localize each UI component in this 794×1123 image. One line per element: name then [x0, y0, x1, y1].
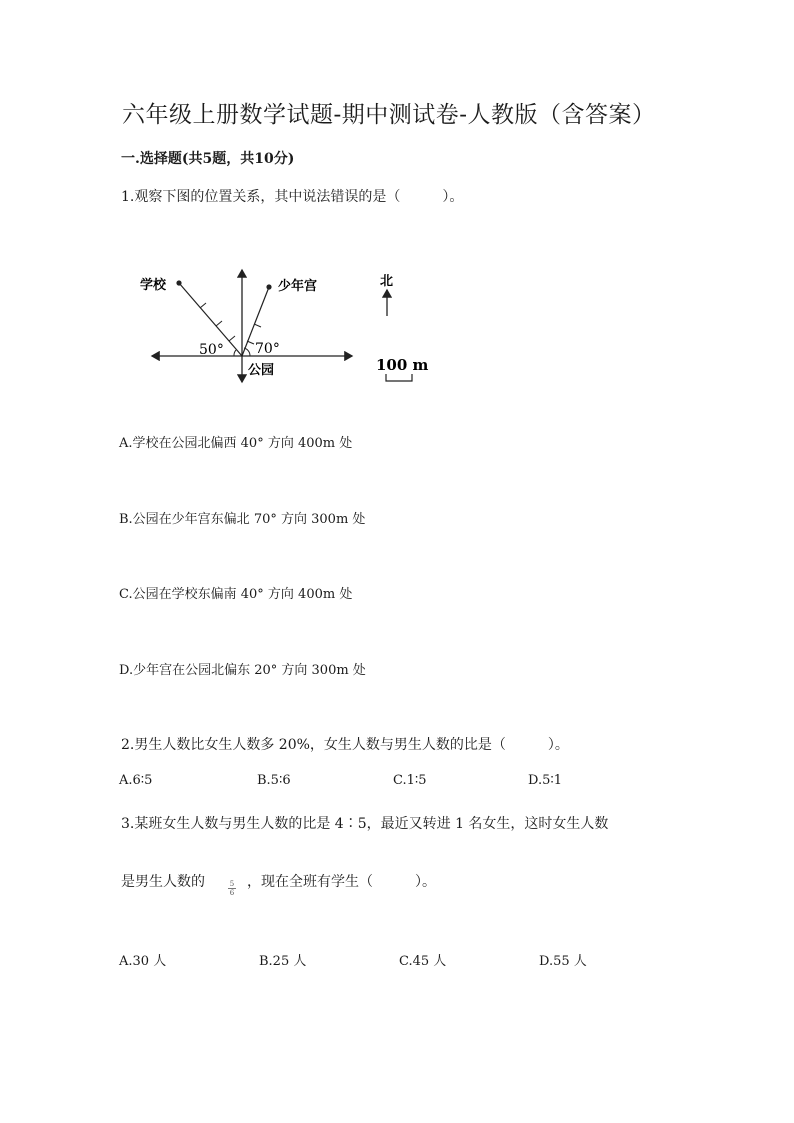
q2-option-b[interactable]: B.5∶6: [257, 773, 291, 788]
q2-option-d[interactable]: D.5∶1: [528, 773, 563, 788]
q2-option-a[interactable]: A.6∶5: [119, 773, 153, 788]
q1-option-a[interactable]: A.学校在公园北偏西 40° 方向 400m 处: [119, 436, 353, 451]
position-diagram: [130, 262, 440, 387]
fraction-numerator: 5: [229, 880, 235, 888]
question-2-text: 2.男生人数比女生人数多 20%，女生人数与男生人数的比是（ ）。: [121, 737, 569, 753]
q1-option-c[interactable]: C.公园在学校东偏南 40° 方向 400m 处: [119, 587, 353, 602]
angle-left-label: 50°: [199, 342, 224, 358]
q3-option-d[interactable]: D.55 人: [539, 954, 587, 969]
fraction-five-sixths: [227, 880, 237, 897]
palace-point: [266, 284, 271, 289]
question-3-line-2-start: 是男生人数的: [121, 874, 205, 890]
school-label: 学校: [140, 278, 167, 293]
q1-option-d[interactable]: D.少年宫在公园北偏东 20° 方向 300m 处: [119, 663, 366, 678]
question-3-line-1: 3.某班女生人数与男生人数的比是 4∶5，最近又转进 1 名女生，这时女生人数: [121, 816, 609, 832]
school-point: [176, 280, 181, 285]
section-heading: 一.选择题(共5题，共10分): [121, 151, 295, 167]
north-label: 北: [380, 274, 394, 289]
angle-right-label: 70°: [255, 341, 280, 357]
page-title: 六年级上册数学试题-期中测试卷-人教版（含答案）: [122, 102, 656, 128]
palace-label: 少年宫: [278, 279, 318, 294]
fraction-denominator: 6: [229, 889, 235, 897]
scale-label: 100 m: [376, 356, 429, 374]
q3-option-a[interactable]: A.30 人: [119, 954, 167, 969]
scale-bar: [386, 374, 412, 381]
q3-option-c[interactable]: C.45 人: [399, 954, 447, 969]
question-1-text: 1.观察下图的位置关系，其中说法错误的是（ ）。: [121, 189, 464, 205]
question-3-line-2-end: ，现在全班有学生（ ）。: [247, 874, 436, 890]
q3-option-b[interactable]: B.25 人: [259, 954, 307, 969]
q1-option-b[interactable]: B.公园在少年宫东偏北 70° 方向 300m 处: [119, 512, 366, 527]
q2-option-c[interactable]: C.1∶5: [393, 773, 427, 788]
park-label: 公园: [248, 363, 275, 378]
